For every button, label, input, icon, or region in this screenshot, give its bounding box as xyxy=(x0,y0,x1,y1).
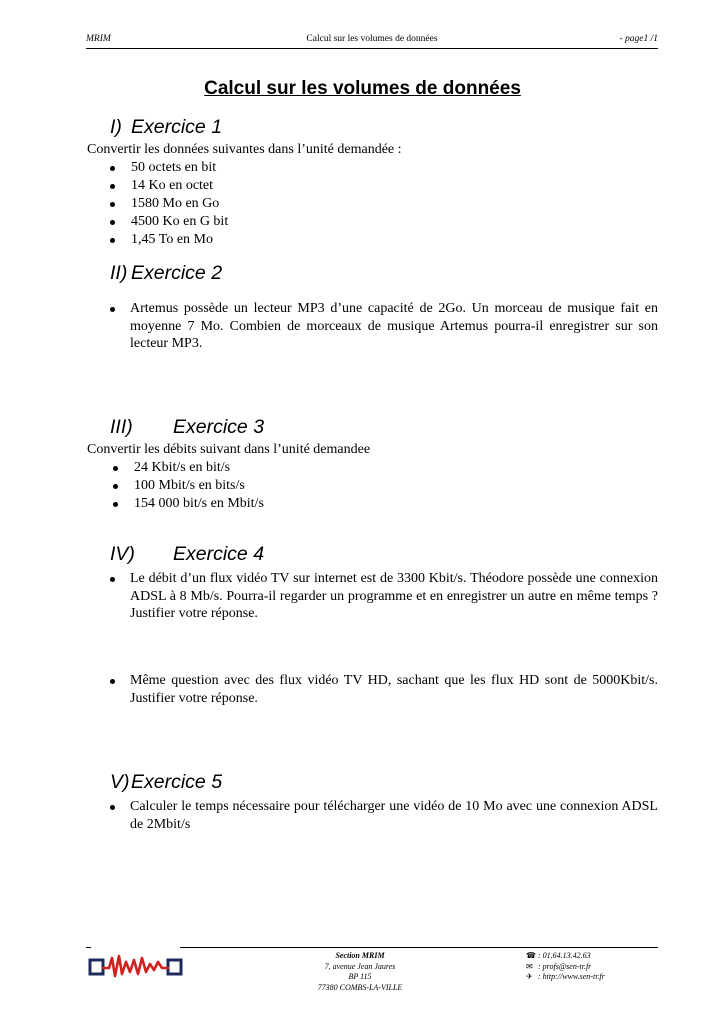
exercise1-list xyxy=(110,159,228,249)
exercise1-intro: Convertir les données suivantes dans l’unité demandée : xyxy=(87,142,402,157)
footer-street: 7, avenue Jean Jaures xyxy=(324,961,396,971)
page-header xyxy=(86,34,658,49)
section-number: I) xyxy=(110,116,122,138)
phone-icon: ☎ xyxy=(526,951,536,960)
exercise2-question xyxy=(110,300,658,353)
list-item: 50 octets en bit xyxy=(110,159,228,177)
section-number: III) xyxy=(110,416,133,438)
bullet-icon xyxy=(110,307,115,312)
exercise4-question-2 xyxy=(110,672,658,707)
list-item: 154 000 bit/s en Mbit/s xyxy=(113,495,264,513)
section-heading-4 xyxy=(110,543,265,566)
page-title: Calcul sur les volumes de données xyxy=(204,78,521,99)
list-item: 1580 Mo en Go xyxy=(110,195,228,213)
footer-rule-left xyxy=(86,947,91,948)
header-center: Calcul sur les volumes de données xyxy=(306,34,438,44)
exercise4-question-1 xyxy=(110,570,658,623)
footer-email[interactable]: profs@sen-tr.fr xyxy=(542,961,592,971)
exercise5-question xyxy=(110,798,658,833)
footer-phone: 01.64.13.42.63 xyxy=(542,951,591,960)
section-number: II) xyxy=(110,262,128,284)
bullet-icon xyxy=(110,805,115,810)
footer-city: 77380 COMBS-LA-VILLE xyxy=(317,982,403,992)
footer-section-name: Section MRIM xyxy=(335,951,385,960)
list-item: 4500 Ko en G bit xyxy=(110,213,228,231)
header-page-number: - page1 /1 xyxy=(619,34,658,44)
footer-contact: ☎ : 01.64.13.42.63 ✉ : profs@sen-tr.fr ✈ : http://www.sen-tr.fr xyxy=(526,951,605,981)
list-item: 24 Kbit/s en bit/s xyxy=(113,459,264,477)
footer-website[interactable]: http://www.sen-tr.fr xyxy=(542,972,605,981)
section-number: V) xyxy=(110,771,130,793)
exercise4-text-2: Même question avec des flux vidéo TV HD, sachant que les flux HD sont de 5000Kbit/s. Justifier votre réponse. xyxy=(130,673,658,706)
list-item: 14 Ko en octet xyxy=(110,177,228,195)
footer-po-box: BP 115 xyxy=(348,972,372,981)
exercise2-text: Artemus possède un lecteur MP3 d’une capacité de 2Go. Un morceau de musique fait en moyenne 7 Mo. Combien de morceaux de musique Artemus pourra-il enregistrer sur son lecteur MP3. xyxy=(130,301,658,351)
section-number: IV) xyxy=(110,543,135,565)
section-heading-1 xyxy=(110,116,223,139)
section-heading-5 xyxy=(110,771,223,794)
footer-rule xyxy=(180,947,658,948)
exercise3-intro: Convertir les débits suivant dans l’unité demandee xyxy=(87,442,371,457)
mail-icon: ✉ xyxy=(526,961,533,971)
section-heading-2 xyxy=(110,262,223,285)
header-left: MRIM xyxy=(86,34,111,44)
section-name: Exercice 4 xyxy=(173,543,265,565)
exercise4-text-1: Le débit d’un flux vidéo TV sur internet est de 3300 Kbit/s. Théodore possède une connexion ADSL à 8 Mb/s. Pourra-il regarder un programme et en enregistrer un autre en même temps ? Justifier votre réponse. xyxy=(130,571,658,621)
section-heading-3 xyxy=(110,416,265,439)
section-name: Exercice 5 xyxy=(131,771,223,793)
bullet-icon xyxy=(110,577,115,582)
list-item: 1,45 To en Mo xyxy=(110,231,228,249)
mrim-logo xyxy=(88,950,184,982)
section-name: Exercice 1 xyxy=(131,116,223,138)
list-item: 100 Mbit/s en bits/s xyxy=(113,477,264,495)
globe-icon: ✈ xyxy=(526,972,533,981)
section-name: Exercice 3 xyxy=(173,416,265,438)
section-name: Exercice 2 xyxy=(131,262,223,284)
exercise5-text: Calculer le temps nécessaire pour télécharger une vidéo de 10 Mo avec une connexion ADSL de 2Mbit/s xyxy=(130,799,658,832)
footer-address xyxy=(290,951,430,993)
bullet-icon xyxy=(110,679,115,684)
exercise3-list xyxy=(113,459,264,513)
